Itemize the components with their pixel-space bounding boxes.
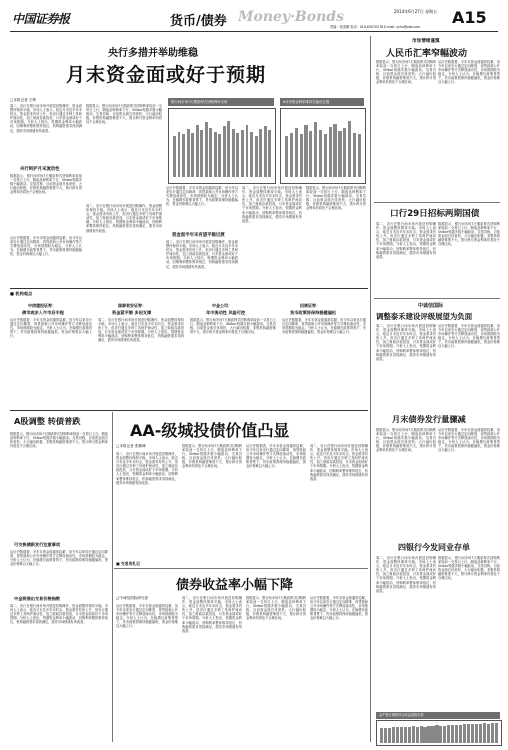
chart2-bar (304, 125, 307, 177)
bottom-col4: 从历史数据看，半年末资金面通常趋紧，但今年以来央行通过定向降准、再贷款和公开市场操作等方式释放流动性，市场预期较为稳定。分析人士认为，在稳增长政策背景下，货币政策将保持稳健偏松，资金价格难以大幅上行。 (310, 596, 368, 621)
chart2-title-bar (280, 98, 364, 106)
chart1-bar (182, 134, 185, 177)
aa-col1: 周二，央行在银行间市场开展逆回购操作，资金面整体保持平稳。市场人士表示，临近月末及半年末时点，资金需求有所上升，但央行通过多种工具呵护流动性，加之财政存款投放，月末资金面或好于市场预期。分析人士指出，短期资金利率小幅波动，回购利率整体维持低位，机构融资需求得到满足，债券市场情绪有所改善。 (116, 452, 178, 485)
cd-headline: 四银行今发同业存单 (398, 543, 470, 552)
treasury-col1: 周二，央行在银行间市场开展逆回购操作，资金面整体保持平稳。市场人士表示，临近月末及半年末时点，资金需求有所上升，但央行通过多种工具呵护流动性，加之财政存款投放，月末资金面或好于市场预期。分析人士指出，短期资金利率小幅波动，回购利率整体维持低位，机构融资需求得到满足，债券市场情绪有所改善。 (376, 222, 436, 259)
feature-kicker: 央行多措并举助维稳 (108, 48, 198, 59)
chart3-bar (384, 728, 387, 743)
chart3-bar (495, 723, 498, 743)
chart1-bar (196, 125, 199, 177)
feature-col5-a: 数据显示，银行间市场7天期质押式回购利率较前一交易日上行，隔夜品种利率下行，Shibor短端多数小幅波动。交易员称，目前资金面总体宽松，大行融出积极，非银机构融资难度不大，预计跨月资金利率仍将处于合理区间。 (306, 186, 366, 211)
chart1-bar (187, 129, 190, 177)
treasury-headline: 口行29日招标两期国债 (390, 209, 480, 219)
cd-col2: 数据显示，银行间市场7天期质押式回购利率较前一交易日上行，隔夜品种利率下行，Shibor短端多数小幅波动。交易员称，目前资金面总体宽松，大行融出积极，非银机构融资难度不大，预计跨月资金利率仍将处于合理区间。 (438, 556, 500, 581)
chart2-bar (353, 133, 356, 177)
chart3-bar (475, 724, 478, 743)
chart2-bar (343, 128, 346, 177)
chart1-bar (191, 133, 194, 177)
chart1-bar (268, 130, 271, 177)
feature-col3-a: 从历史数据看，半年末资金面通常趋紧，但今年以来央行通过定向降准、再贷款和公开市场操作等方式释放流动性，市场预期较为稳定。分析人士认为，在稳增长政策背景下，货币政策将保持稳健偏松，资金价格难以大幅上行。 (166, 186, 238, 207)
rmb-kicker: 市场情绪谨慎 (412, 39, 440, 44)
issuance-col1: 数据显示，银行间市场7天期质押式回购利率较前一交易日上行，隔夜品种利率下行，Shibor短端多数小幅波动。交易员称，目前资金面总体宽松，大行融出积极，非银机构融资难度不大，预计跨月资金利率仍将处于合理区间。 (376, 428, 436, 453)
aa-col2: 数据显示，银行间市场7天期质押式回购利率较前一交易日上行，隔夜品种利率下行，Shibor短端多数小幅波动。交易员称，目前资金面总体宽松，大行融出积极，非银机构融资难度不大，预计跨月资金利率仍将处于合理区间。 (182, 444, 242, 469)
chart2-bar (295, 128, 298, 177)
chart3-bar (463, 724, 466, 743)
chart1-plot (168, 108, 276, 184)
chart2-title: 6月份资金利率维持在偏低位置 (283, 100, 330, 104)
chart3-title-bar (376, 712, 500, 719)
chart3-bars (380, 723, 498, 743)
editor-contacts: 责编：张清珊 电话：010-63070278 E-mail: zyhu@zzb.com (330, 25, 421, 29)
aa-col3: 从历史数据看，半年末资金面通常趋紧，但今年以来央行通过定向降准、再贷款和公开市场操作等方式释放流动性，市场预期较为稳定。分析人士认为，在稳增长政策背景下，货币政策将保持稳健偏松，资金价格难以大幅上行。 (246, 444, 306, 469)
view1-body: 从历史数据看，半年末资金面通常趋紧，但今年以来央行通过定向降准、再贷款和公开市场操作等方式释放流动性，市场预期较为稳定。分析人士认为，在稳增长政策背景下，货币政策将保持稳健偏松，资金价格难以大幅上行。 (10, 318, 92, 339)
chart1-bar (236, 133, 239, 177)
views-section-label: ■ 机构观点 (10, 291, 33, 296)
view3-title: 年中流动性 风险可控 (206, 310, 246, 315)
chart3-bar (467, 724, 470, 743)
chart3-bar (479, 724, 482, 743)
aa-byline: □本报记者 张勤峰 (116, 444, 146, 448)
chart1-bar (205, 122, 208, 177)
chart1-bars (173, 121, 271, 177)
treasury-col2: 数据显示，银行间市场7天期质押式回购利率较前一交易日上行，隔夜品种利率下行，Shibor短端多数小幅波动。交易员称，目前资金面总体宽松，大行融出积极，非银机构融资难度不大，预计跨月资金利率仍将处于合理区间。 (438, 222, 500, 247)
cb-headline: A股调整 转债普跌 (14, 416, 81, 426)
bottom-col2: 周二，央行在银行间市场开展逆回购操作，资金面整体保持平稳。市场人士表示，临近月末及半年末时点，资金需求有所上升，但央行通过多种工具呵护流动性，加之财政存款投放，月末资金面或好于市场预期。分析人士指出，短期资金利率小幅波动，回购利率整体维持低位，机构融资需求得到满足，债券市场情绪有所改善。 (182, 596, 242, 633)
chart3-bar (491, 723, 494, 743)
section-rule-views (10, 288, 368, 289)
chart1-bar (232, 129, 235, 177)
chart3-bar (471, 724, 474, 743)
chart2-bar (319, 130, 322, 177)
rmb-col2: 从历史数据看，半年末资金面通常趋紧，但今年以来央行通过定向降准、再贷款和公开市场操作等方式释放流动性，市场预期较为稳定。分析人士认为，在稳增长政策背景下，货币政策将保持稳健偏松，资金价格难以大幅上行。 (438, 60, 500, 85)
view4-kicker: 招商证券： (300, 303, 320, 308)
section-rule-mid (10, 410, 368, 411)
chart3-bar (412, 726, 415, 743)
chart3-bar (380, 728, 383, 743)
chart3-bar (392, 727, 395, 743)
feature-byline: □本报记者 王辉 (10, 98, 37, 102)
chart1-bar (264, 126, 267, 177)
chart2-bar (314, 122, 317, 177)
view1-kicker: 中信建投证券： (28, 303, 56, 308)
exchangeable-body: 从历史数据看，半年末资金面通常趋紧，但今年以来央行通过定向降准、再贷款和公开市场操作等方式释放流动性，市场预期较为稳定。分析人士认为，在稳增长政策背景下，货币政策将保持稳健偏松，资金价格难以大幅上行。 (10, 550, 108, 567)
column-divider-left (112, 412, 113, 742)
view4-body: 从历史数据看，半年末资金面通常趋紧，但今年以来央行通过定向降准、再贷款和公开市场操作等方式释放流动性，市场预期较为稳定。分析人士认为，在稳增长政策背景下，货币政策将保持稳健偏松，资金价格难以大幅上行。 (282, 318, 366, 335)
feature-headline: 月末资金面或好于预期 (66, 64, 267, 86)
rule-right-1 (374, 202, 500, 203)
chart3-bar (455, 725, 458, 743)
chart3-bar (404, 727, 407, 744)
chart3-bar (459, 725, 462, 743)
rule-right-2 (374, 298, 500, 299)
aa-headline: AA-级城投债价值凸显 (130, 421, 290, 440)
chart1-bar (214, 132, 217, 177)
chart1-bar (246, 125, 249, 177)
view2-kicker: 国泰君安证券： (118, 303, 146, 308)
chart1-bar (218, 134, 221, 177)
chart1-bar (223, 126, 226, 177)
rule-bottom (114, 568, 368, 569)
chart3-bar (439, 726, 442, 743)
chart3-bar (451, 725, 454, 743)
trader-notes-label: ■ 交易员札记 (116, 561, 140, 566)
chart2-plot (280, 108, 366, 184)
chart1-bar (255, 136, 258, 177)
chart1-bar (250, 132, 253, 177)
chart3-bar (447, 725, 450, 743)
bottom-headline: 债券收益率小幅下降 (176, 578, 294, 593)
view3-body: 数据显示，银行间市场7天期质押式回购利率较前一交易日上行，隔夜品种利率下行，Shibor短端多数小幅波动。交易员称，目前资金面总体宽松，大行融出积极，非银机构融资难度不大，预计跨月资金利率仍将处于合理区间。 (190, 318, 276, 335)
masthead (0, 0, 508, 36)
bottom-byline: □中诚信国际研究部 (116, 596, 149, 600)
section-title-english: Money·Bonds (238, 9, 344, 25)
rating-headline: 调整泰禾建设评级展望为负面 (376, 312, 473, 321)
view1-title: 债市或步入牛市后半程 (22, 310, 64, 315)
chart3-title: 金牛银行理财综合收益指数走势 (379, 713, 424, 717)
chart3-bar (400, 727, 403, 743)
cd-col1: 周二，央行在银行间市场开展逆回购操作，资金面整体保持平稳。市场人士表示，临近月末及半年末时点，资金需求有所上升，但央行通过多种工具呵护流动性，加之财政存款投放，月末资金面或好于市场预期。分析人士指出，短期资金利率小幅波动，回购利率整体维持低位，机构融资需求得到满足，债券市场情绪有所改善。 (376, 556, 436, 593)
chart2-bar (324, 134, 327, 177)
feature-col1-c: 从历史数据看，半年末资金面通常趋紧，但今年以来央行通过定向降准、再贷款和公开市场操作等方式释放流动性，市场预期较为稳定。分析人士认为，在稳增长政策背景下，货币政策将保持稳健偏松，资金价格难以大幅上行。 (10, 236, 82, 257)
chart3-bar (431, 726, 434, 743)
newspaper-logo: 中国证券报 (12, 12, 70, 26)
chart3-bar (423, 727, 426, 744)
page-number: A15 (452, 8, 487, 27)
issuance-headline: 月末债券发行量骤减 (392, 414, 466, 424)
chart1-bar (178, 132, 181, 177)
feature-col2-a: 数据显示，银行间市场7天期质押式回购利率较前一交易日上行，隔夜品种利率下行，Shibor短端多数小幅波动。交易员称，目前资金面总体宽松，大行融出积极，非银机构融资难度不大，预计跨月资金利率仍将处于合理区间。 (86, 104, 162, 125)
issue-date: 2014年6月27日 星期五 (394, 9, 438, 14)
feature-col3-b: 周二，央行在银行间市场开展逆回购操作，资金面整体保持平稳。市场人士表示，临近月末及半年末时点，资金需求有所上升，但央行通过多种工具呵护流动性，加之财政存款投放，月末资金面或好于市场预期。分析人士指出，短期资金利率小幅波动，回购利率整体维持低位，机构融资需求得到满足，债券市场情绪有所改善。 (166, 240, 238, 269)
chart1-bar (227, 121, 230, 177)
chart3-bar (416, 727, 419, 743)
rating-col2: 从历史数据看，半年末资金面通常趋紧，但今年以来央行通过定向降准、再贷款和公开市场操作等方式释放流动性，市场预期较为稳定。分析人士认为，在稳增长政策背景下，货币政策将保持稳健偏松，资金价格难以大幅上行。 (438, 324, 500, 349)
chart2-bar (358, 134, 361, 177)
column-divider-right (370, 36, 371, 742)
bottom-col1: 从历史数据看，半年末资金面通常趋紧，但今年以来央行通过定向降准、再贷款和公开市场操作等方式释放流动性，市场预期较为稳定。分析人士认为，在稳增长政策背景下，货币政策将保持稳健偏松，资金价格难以大幅上行。 (116, 604, 178, 629)
feature-col1-b: 数据显示，银行间市场7天期质押式回购利率较前一交易日上行，隔夜品种利率下行，Shibor短端多数小幅波动。交易员称，目前资金面总体宽松，大行融出积极，非银机构融资难度不大，预计跨月资金利率仍将处于合理区间。 (10, 174, 82, 195)
chart2-bar (290, 133, 293, 177)
chart1-title: 银行间市场7天期质押式回购利率走势 (171, 100, 228, 104)
aa-col4: 周二，央行在银行间市场开展逆回购操作，资金面整体保持平稳。市场人士表示，临近月末及半年末时点，资金需求有所上升，但央行通过多种工具呵护流动性，加之财政存款投放，月末资金面或好于市场预期。分析人士指出，短期资金利率小幅波动，回购利率整体维持低位，机构融资需求得到满足，债券市场情绪有所改善。 (310, 444, 368, 481)
feature-col1-a: 周二，央行在银行间市场开展逆回购操作，资金面整体保持平稳。市场人士表示，临近月末及半年末时点，资金需求有所上升，但央行通过多种工具呵护流动性，加之财政存款投放，月末资金面或好于市场预期。分析人士指出，短期资金利率小幅波动，回购利率整体维持低位，机构融资需求得到满足，债券市场情绪有所改善。 (10, 104, 82, 133)
chart2-bar (329, 127, 332, 177)
chart2-bar (338, 131, 341, 177)
view2-body: 周二，央行在银行间市场开展逆回购操作，资金面整体保持平稳。市场人士表示，临近月末及半年末时点，资金需求有所上升，但央行通过多种工具呵护流动性，加之财政存款投放，月末资金面或好于市场预期。分析人士指出，短期资金利率小幅波动，回购利率整体维持低位，机构融资需求得到满足，债券市场情绪有所改善。 (98, 318, 184, 343)
chart3-bar (487, 724, 490, 743)
chart2-bar (309, 131, 312, 177)
chart1-bar (241, 130, 244, 177)
chart1-bar (259, 129, 262, 177)
index-subhead: 中金将推出交易价格指数 (14, 596, 61, 601)
chart2-bar (300, 134, 303, 177)
rmb-headline: 人民币汇率窄幅波动 (386, 49, 468, 59)
chart3-bar (443, 726, 446, 743)
section-title: 货币/债券 (170, 14, 227, 29)
chart3-bar (420, 726, 423, 743)
chart1-bar (173, 136, 176, 177)
index-body: 周二，央行在银行间市场开展逆回购操作，资金面整体保持平稳。市场人士表示，临近月末及半年末时点，资金需求有所上升，但央行通过多种工具呵护流动性，加之财政存款投放，月末资金面或好于市场预期。分析人士指出，短期资金利率小幅波动，回购利率整体维持低位，机构融资需求得到满足，债券市场情绪有所改善。 (10, 604, 108, 625)
bottom-col3: 数据显示，银行间市场7天期质押式回购利率较前一交易日上行，隔夜品种利率下行，Shibor短端多数小幅波动。交易员称，目前资金面总体宽松，大行融出积极，非银机构融资难度不大，预计跨月资金利率仍将处于合理区间。 (246, 596, 306, 621)
chart3-bar (388, 728, 391, 743)
issuance-col2: 从历史数据看，半年末资金面通常趋紧，但今年以来央行通过定向降准、再贷款和公开市场操作等方式释放流动性，市场预期较为稳定。分析人士认为，在稳增长政策背景下，货币政策将保持稳健偏松，资金价格难以大幅上行。 (438, 428, 500, 453)
view4-title: 货币政策将保持稳健偏松 (290, 310, 337, 315)
chart2-bar (348, 121, 351, 177)
chart3-bar (435, 725, 438, 743)
chart2-bar (285, 136, 288, 177)
rating-kicker: 中诚信国际 (418, 303, 444, 309)
view2-title: 资金紧平衡 多因支撑 (112, 310, 152, 315)
chart1-bar (209, 128, 212, 177)
cb-body: 数据显示，银行间市场7天期质押式回购利率较前一交易日上行，隔夜品种利率下行，Shibor短端多数小幅波动。交易员称，目前资金面总体宽松，大行融出积极，非银机构融资难度不大，预计跨月资金利率仍将处于合理区间。 (10, 432, 108, 449)
chart3-bar (408, 727, 411, 743)
masthead-rule (10, 31, 498, 32)
feature-subhead-1: 央行呵护月末流动性 (20, 167, 60, 172)
rmb-col1: 数据显示，银行间市场7天期质押式回购利率较前一交易日上行，隔夜品种利率下行，Shibor短端多数小幅波动。交易员称，目前资金面总体宽松，大行融出积极，非银机构融资难度不大，预计跨月资金利率仍将处于合理区间。 (376, 60, 436, 85)
chart3-bar (396, 727, 399, 743)
exchangeable-subhead: 可交换债新发行注意事项 (14, 542, 61, 547)
feature-col4-a: 周二，央行在银行间市场开展逆回购操作，资金面整体保持平稳。市场人士表示，临近月末及半年末时点，资金需求有所上升，但央行通过多种工具呵护流动性，加之财政存款投放，月末资金面或好于市场预期。分析人士指出，短期资金利率小幅波动，回购利率整体维持低位，机构融资需求得到满足，债券市场情绪有所改善。 (242, 186, 302, 223)
feature-col2-b: 周二，央行在银行间市场开展逆回购操作，资金面整体保持平稳。市场人士表示，临近月末及半年末时点，资金需求有所上升，但央行通过多种工具呵护流动性，加之财政存款投放，月末资金面或好于市场预期。分析人士指出，短期资金利率小幅波动，回购利率整体维持低位，机构融资需求得到满足，债券市场情绪有所改善。 (86, 204, 162, 233)
chart2-bar (333, 124, 336, 177)
chart1-bar (200, 130, 203, 177)
chart1-title-bar (168, 98, 274, 106)
chart3-plot (376, 720, 502, 746)
chart2-bars (285, 121, 361, 177)
feature-subhead-2: 资金面半年末有望平稳过渡 (172, 233, 225, 238)
chart3-bar (483, 723, 486, 743)
view3-kicker: 中金公司： (212, 303, 232, 308)
rating-col1: 周二，央行在银行间市场开展逆回购操作，资金面整体保持平稳。市场人士表示，临近月末及半年末时点，资金需求有所上升，但央行通过多种工具呵护流动性，加之财政存款投放，月末资金面或好于市场预期。分析人士指出，短期资金利率小幅波动，回购利率整体维持低位，机构融资需求得到满足，债券市场情绪有所改善。 (376, 324, 436, 361)
chart3-bar (427, 726, 430, 743)
